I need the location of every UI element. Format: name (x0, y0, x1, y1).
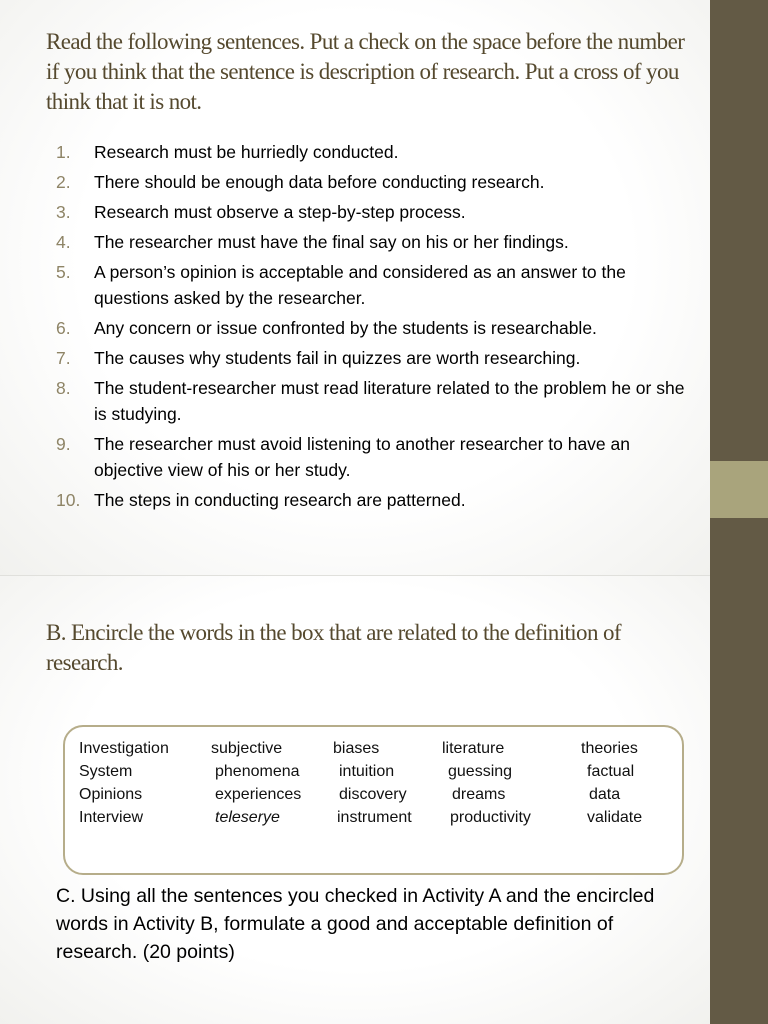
activity-c-instructions: C. Using all the sentences you checked in Activity A and the encircled words in Activity B, formulate a good and acceptable definition of research. (20 points) (56, 885, 655, 963)
item-text: The researcher must have the final say on his or her findings. (94, 232, 569, 252)
item-number: 10. (56, 490, 81, 510)
slide-activity-b-c (0, 576, 710, 1024)
item-number: 5. (56, 262, 71, 282)
word-column (581, 737, 642, 829)
word-box (63, 725, 684, 875)
word-item[interactable]: teleserye (215, 809, 280, 826)
word-item[interactable]: validate (587, 809, 643, 826)
word-column (333, 737, 412, 829)
activity-b-heading: B. Encircle the words in the box that are related to the definition of research. (46, 620, 621, 675)
list-item (0, 139, 694, 165)
sidebar-accent (710, 461, 768, 518)
word-item[interactable]: instrument (337, 809, 412, 826)
item-number: 6. (56, 318, 71, 338)
word-item[interactable]: theories (581, 740, 638, 757)
list-item (0, 229, 694, 255)
list-item (0, 431, 694, 483)
item-number: 2. (56, 172, 71, 192)
activity-a-heading: Read the following sentences. Put a check on the space before the number if you think that the sentence is description of research. Put a cross of you think that it is not. (46, 29, 685, 114)
statement-list (0, 139, 694, 517)
list-item (0, 315, 694, 341)
list-item (0, 199, 694, 225)
word-item[interactable]: dreams (452, 786, 506, 803)
word-column (442, 737, 531, 829)
word-item[interactable]: Opinions (79, 786, 143, 803)
item-text: Research must observe a step-by-step process. (94, 202, 466, 222)
item-number: 3. (56, 202, 71, 222)
item-text: A person’s opinion is acceptable and considered as an answer to the questions asked by the researcher. (94, 262, 626, 308)
item-number: 4. (56, 232, 71, 252)
list-item (0, 169, 694, 195)
word-item[interactable]: productivity (450, 809, 531, 826)
item-text: The researcher must avoid listening to another researcher to have an objective view of his or her study. (94, 434, 630, 480)
list-item (0, 345, 694, 371)
word-item[interactable]: factual (587, 763, 635, 780)
item-text: Research must be hurriedly conducted. (94, 142, 399, 162)
word-item[interactable]: data (589, 786, 621, 803)
list-item (0, 259, 694, 311)
list-item (0, 375, 694, 427)
item-number: 8. (56, 378, 71, 398)
word-column (211, 737, 301, 829)
word-item[interactable]: biases (333, 740, 380, 757)
word-item[interactable]: experiences (215, 786, 302, 803)
item-text: There should be enough data before conducting research. (94, 172, 545, 192)
word-item[interactable]: phenomena (215, 763, 300, 780)
word-item[interactable]: discovery (339, 786, 407, 803)
word-item[interactable]: intuition (339, 763, 395, 780)
word-item[interactable]: Interview (79, 809, 144, 826)
item-text: Any concern or issue confronted by the students is researchable. (94, 318, 597, 338)
word-item[interactable]: guessing (448, 763, 513, 780)
word-column (79, 737, 169, 829)
word-item[interactable]: System (79, 763, 133, 780)
item-text: The causes why students fail in quizzes are worth researching. (94, 348, 581, 368)
item-number: 7. (56, 348, 71, 368)
word-item[interactable]: subjective (211, 740, 283, 757)
item-number: 9. (56, 434, 71, 454)
word-item[interactable]: Investigation (79, 740, 169, 757)
item-text: The student-researcher must read literature related to the problem he or she is studying. (94, 378, 685, 424)
word-item[interactable]: literature (442, 740, 505, 757)
item-number: 1. (56, 142, 71, 162)
item-text: The steps in conducting research are patterned. (94, 490, 466, 510)
list-item (0, 487, 694, 513)
